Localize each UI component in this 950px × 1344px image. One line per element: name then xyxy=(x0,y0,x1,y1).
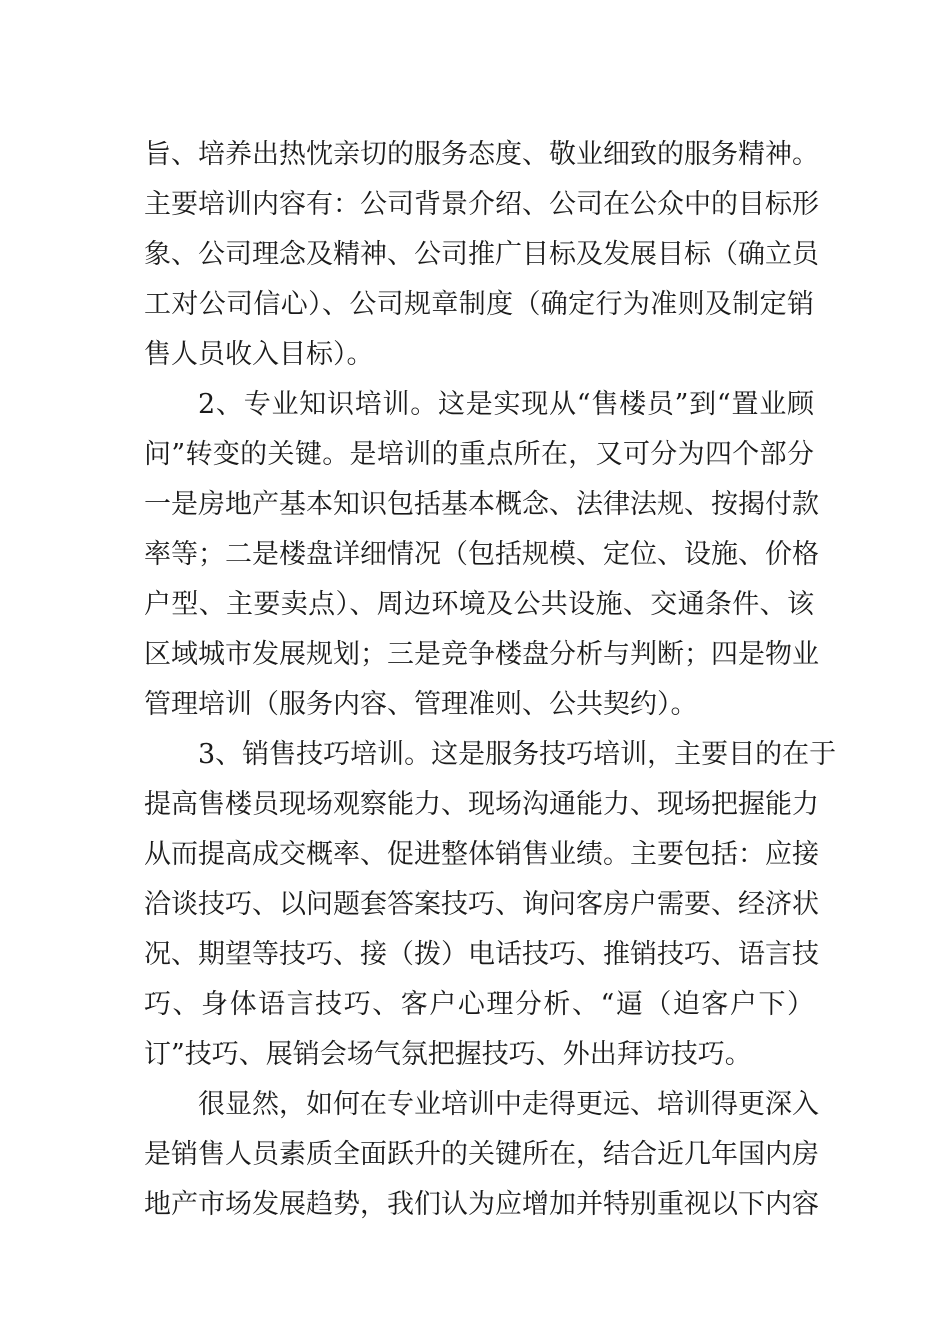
text-line: 提高售楼员现场观察能力、现场沟通能力、现场把握能力 xyxy=(144,789,819,820)
text-line: 工对公司信心）、公司规章制度（确定行为准则及制定销 xyxy=(144,289,814,320)
body-text xyxy=(144,130,837,1230)
text-line: 问”转变的关键。是培训的重点所在，又可分为四个部分 xyxy=(144,439,814,470)
text-line: 地产市场发展趋势，我们认为应增加并特别重视以下内容 xyxy=(144,1189,819,1220)
text-line: 从而提高成交概率、促进整体销售业绩。主要包括：应接 xyxy=(144,839,819,870)
text-line: 象、公司理念及精神、公司推广目标及发展目标（确立员 xyxy=(144,239,819,270)
text-line: 售人员收入目标）。 xyxy=(144,339,374,370)
text-line: 是销售人员素质全面跃升的关键所在，结合近几年国内房 xyxy=(144,1139,819,1170)
text-line: 户型、主要卖点）、周边环境及公共设施、交通条件、该 xyxy=(144,589,814,620)
text-line: 主要培训内容有：公司背景介绍、公司在公众中的目标形 xyxy=(144,189,819,220)
text-line: 洽谈技巧、以问题套答案技巧、询问客房户需要、经济状 xyxy=(144,889,819,920)
text-line: 率等；二是楼盘详细情况（包括规模、定位、设施、价格 xyxy=(144,539,819,570)
text-line: 订”技巧、展销会场气氛把握技巧、外出拜访技巧。 xyxy=(144,1039,752,1070)
text-line: 况、期望等技巧、接（拨）电话技巧、推销技巧、语言技 xyxy=(144,939,819,970)
text-line: 巧、身体语言技巧、客户心理分析、“逼（迫客户下） xyxy=(144,989,814,1020)
paragraph-start-line: 2、专业知识培训。这是实现从“售楼员”到“置业顾 xyxy=(198,389,814,420)
text-line: 区域城市发展规划；三是竞争楼盘分析与判断；四是物业 xyxy=(144,639,819,670)
paragraph-start-line: 很显然，如何在专业培训中走得更远、培训得更深入 xyxy=(198,1089,819,1120)
text-line: 一是房地产基本知识包括基本概念、法律法规、按揭付款 xyxy=(144,489,819,520)
text-line: 管理培训（服务内容、管理准则、公共契约）。 xyxy=(144,689,698,720)
text-line: 旨、培养出热忱亲切的服务态度、敬业细致的服务精神。 xyxy=(144,139,819,170)
paragraph-start-line: 3、销售技巧培训。这是服务技巧培训，主要目的在于 xyxy=(198,739,837,770)
